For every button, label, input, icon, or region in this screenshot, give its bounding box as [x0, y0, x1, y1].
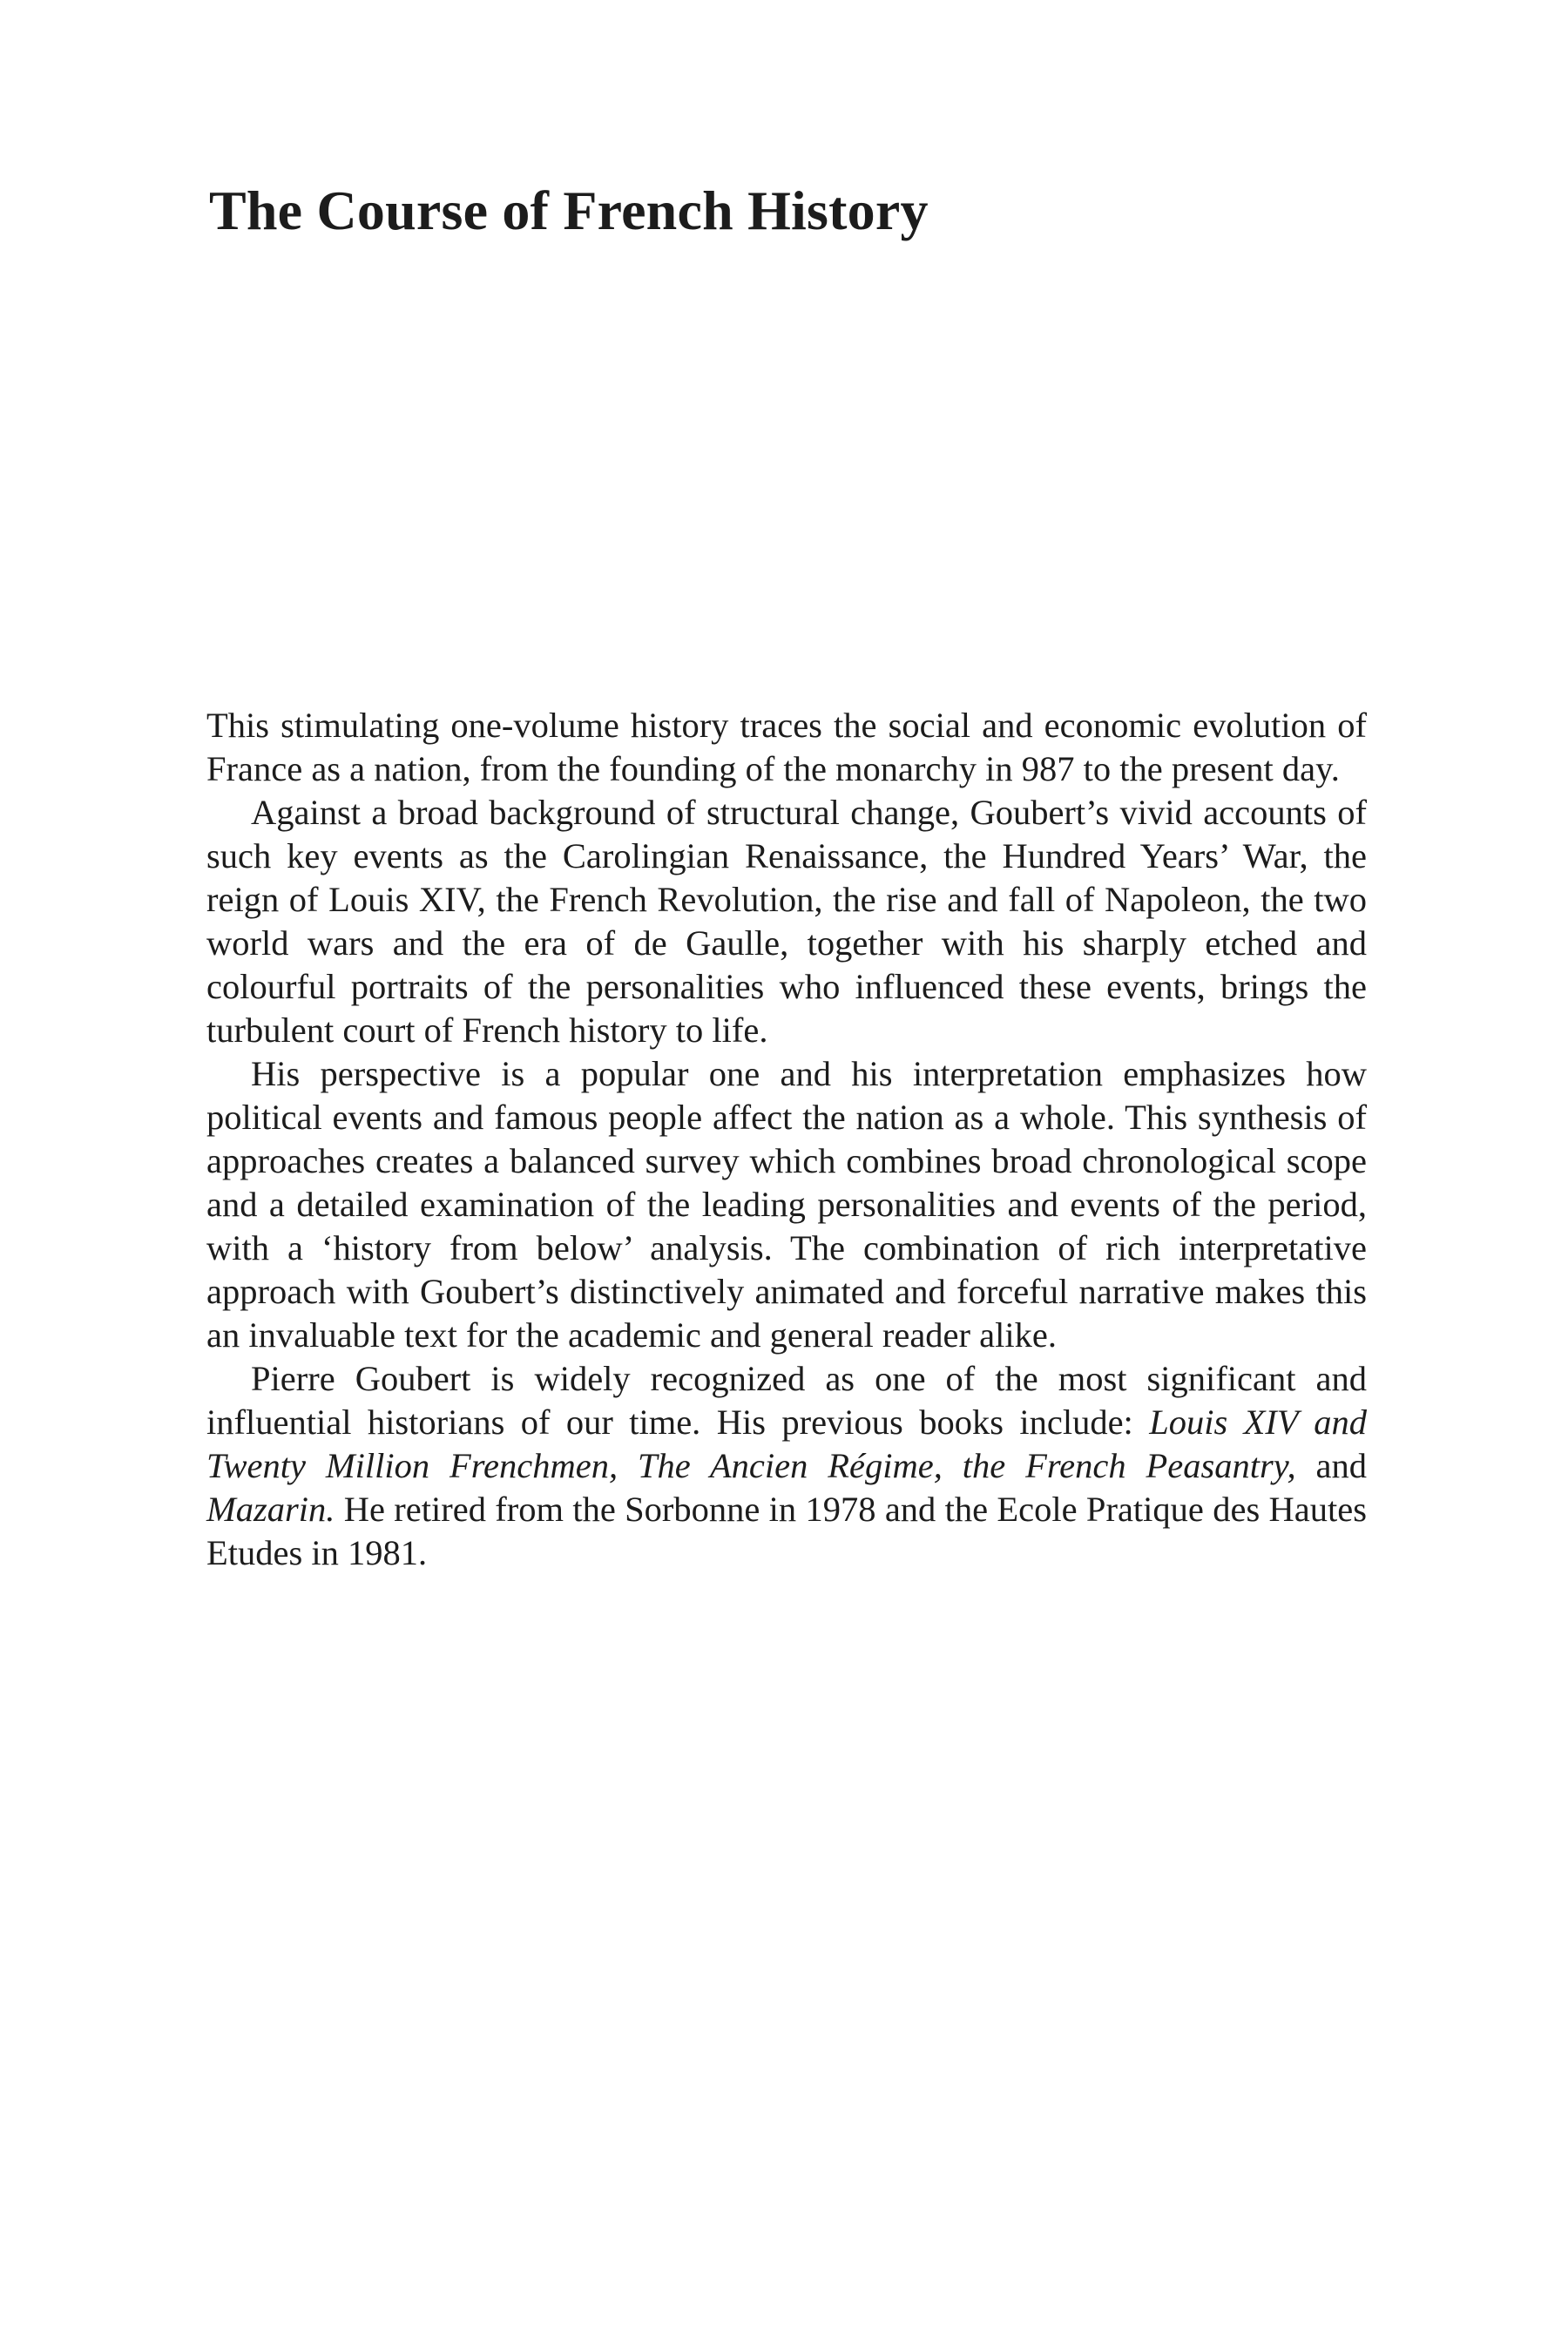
author-bio-conjunction: and [1315, 1446, 1367, 1485]
book-title-mazarin: Mazarin. [206, 1490, 335, 1529]
author-bio-outro: He retired from the Sorbonne in 1978 and the Ecole Pratique des Hautes Etudes in 1981. [206, 1490, 1367, 1572]
blurb-paragraph-3: His perspective is a popular one and his interpretation emphasizes how political events and famous people affect the nation as a whole. This synthesis of approaches creates a balanced survey which combines broad chronological scope and a detailed examination of the leading personalities and events of the period, with a ‘history from below’ analysis. The combination of rich interpretative approach with Goubert’s distinctively animated and forceful narrative makes this an invaluable text for the academic and general reader alike. [206, 1054, 1367, 1355]
book-title-louis-xiv: Louis XIV and Twenty Million Frenchmen, [206, 1402, 1367, 1485]
blurb-text [206, 704, 1367, 1575]
blurb-paragraph-2: Against a broad background of structural change, Goubert’s vivid accounts of such key events as the Carolingian Renaissance, the Hundred Years’ War, the reign of Louis XIV, the French Revolution, the rise and fall of Napoleon, the two world wars and the era of de Gaulle, together with his sharply etched and colourful portraits of the personalities who influenced these events, brings the turbulent court of French history to life. [206, 793, 1367, 1050]
author-bio-intro: Pierre Goubert is widely recognized as one of the most significant and influential historians of our time. His previous books include: [206, 1359, 1367, 1442]
blurb-paragraph-1: This stimulating one-volume history traces the social and economic evolution of France as a nation, from the founding of the monarchy in 987 to the present day. [206, 706, 1367, 788]
book-title-french-peasantry: the French Peasantry, [962, 1446, 1296, 1485]
book-title-ancien-regime: The Ancien Régime, [638, 1446, 943, 1485]
blurb-paragraph-4 [206, 1357, 1367, 1575]
page-title: The Course of French History [209, 179, 929, 241]
